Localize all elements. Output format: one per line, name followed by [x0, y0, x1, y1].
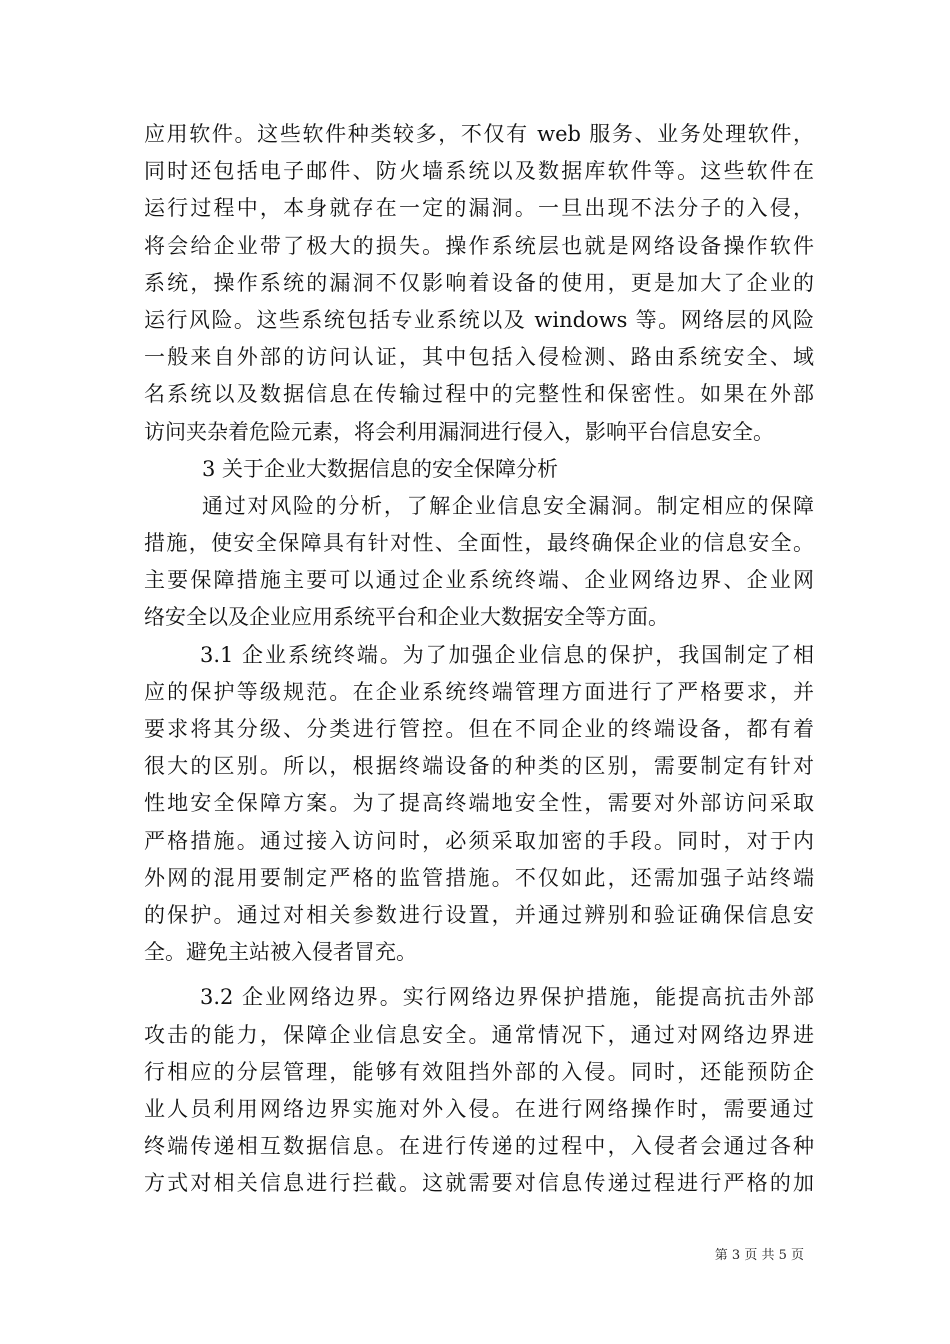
text-line: 同时还包括电子邮件、防火墙系统以及数据库软件等。这些软件在 [144, 159, 814, 184]
text-line: 访问夹杂着危险元素，将会利用漏洞进行侵入，影响平台信息安全。 [144, 419, 774, 444]
text-line: 很大的区别。所以，根据终端设备的种类的区别，需要制定有针对 [144, 754, 814, 779]
text-line: 名系统以及数据信息在传输过程中的完整性和保密性。如果在外部 [144, 382, 814, 407]
text-line: 主要保障措施主要可以通过企业系统终端、企业网络边界、企业网 [144, 568, 814, 593]
text-line: 应的保护等级规范。在企业系统终端管理方面进行了严格要求，并 [144, 679, 814, 704]
section-heading: 3 关于企业大数据信息的安全保障分析 [202, 456, 559, 481]
text-line: 应用软件。这些软件种类较多，不仅有 web 服务、业务处理软件， [144, 122, 814, 146]
text-line: 一般来自外部的访问认证，其中包括入侵检测、路由系统安全、域 [144, 345, 814, 370]
paragraph-gap [144, 971, 814, 979]
text-line: 攻击的能力，保障企业信息安全。通常情况下，通过对网络边界进 [144, 1022, 814, 1047]
text-line: 全。避免主站被入侵者冒充。 [144, 940, 417, 965]
text-line: 严格措施。通过接入访问时，必须采取加密的手段。同时，对于内 [144, 828, 814, 853]
text-line: 将会给企业带了极大的损失。操作系统层也就是网络设备操作软件 [144, 233, 814, 258]
text-line: 业人员利用网络边界实施对外入侵。在进行网络操作时，需要通过 [144, 1096, 814, 1121]
body-text [144, 116, 814, 1202]
text-line: 性地安全保障方案。为了提高终端地安全性，需要对外部访问采取 [144, 791, 814, 816]
page-number-footer: 第 3 页 共 5 页 [714, 1248, 804, 1263]
text-line: 措施，使安全保障具有针对性、全面性，最终确保企业的信息安全。 [144, 531, 814, 556]
text-line: 外网的混用要制定严格的监管措施。不仅如此，还需加强子站终端 [144, 865, 814, 890]
subsection-start: 3.1 企业系统终端。为了加强企业信息的保护，我国制定了相 [200, 642, 814, 667]
text-line: 通过对风险的分析，了解企业信息安全漏洞。制定相应的保障 [202, 493, 814, 518]
text-line: 要求将其分级、分类进行管控。但在不同企业的终端设备，都有着 [144, 717, 814, 741]
text-line: 的保护。通过对相关参数进行设置，并通过辨别和验证确保信息安 [144, 902, 814, 927]
text-line: 系统，操作系统的漏洞不仅影响着设备的使用，更是加大了企业的 [144, 270, 814, 295]
text-line: 行相应的分层管理，能够有效阻挡外部的入侵。同时，还能预防企 [144, 1059, 814, 1084]
text-line: 方式对相关信息进行拦截。这就需要对信息传递过程进行严格的加 [144, 1171, 814, 1196]
text-line: 络安全以及企业应用系统平台和企业大数据安全等方面。 [144, 605, 669, 630]
subsection-start: 3.2 企业网络边界。实行网络边界保护措施，能提高抗击外部 [200, 985, 814, 1010]
text-line: 运行过程中，本身就存在一定的漏洞。一旦出现不法分子的入侵， [144, 196, 814, 221]
text-line: 运行风险。这些系统包括专业系统以及 windows 等。网络层的风险 [144, 307, 814, 332]
text-line: 终端传递相互数据信息。在进行传递的过程中，入侵者会通过各种 [144, 1134, 814, 1159]
